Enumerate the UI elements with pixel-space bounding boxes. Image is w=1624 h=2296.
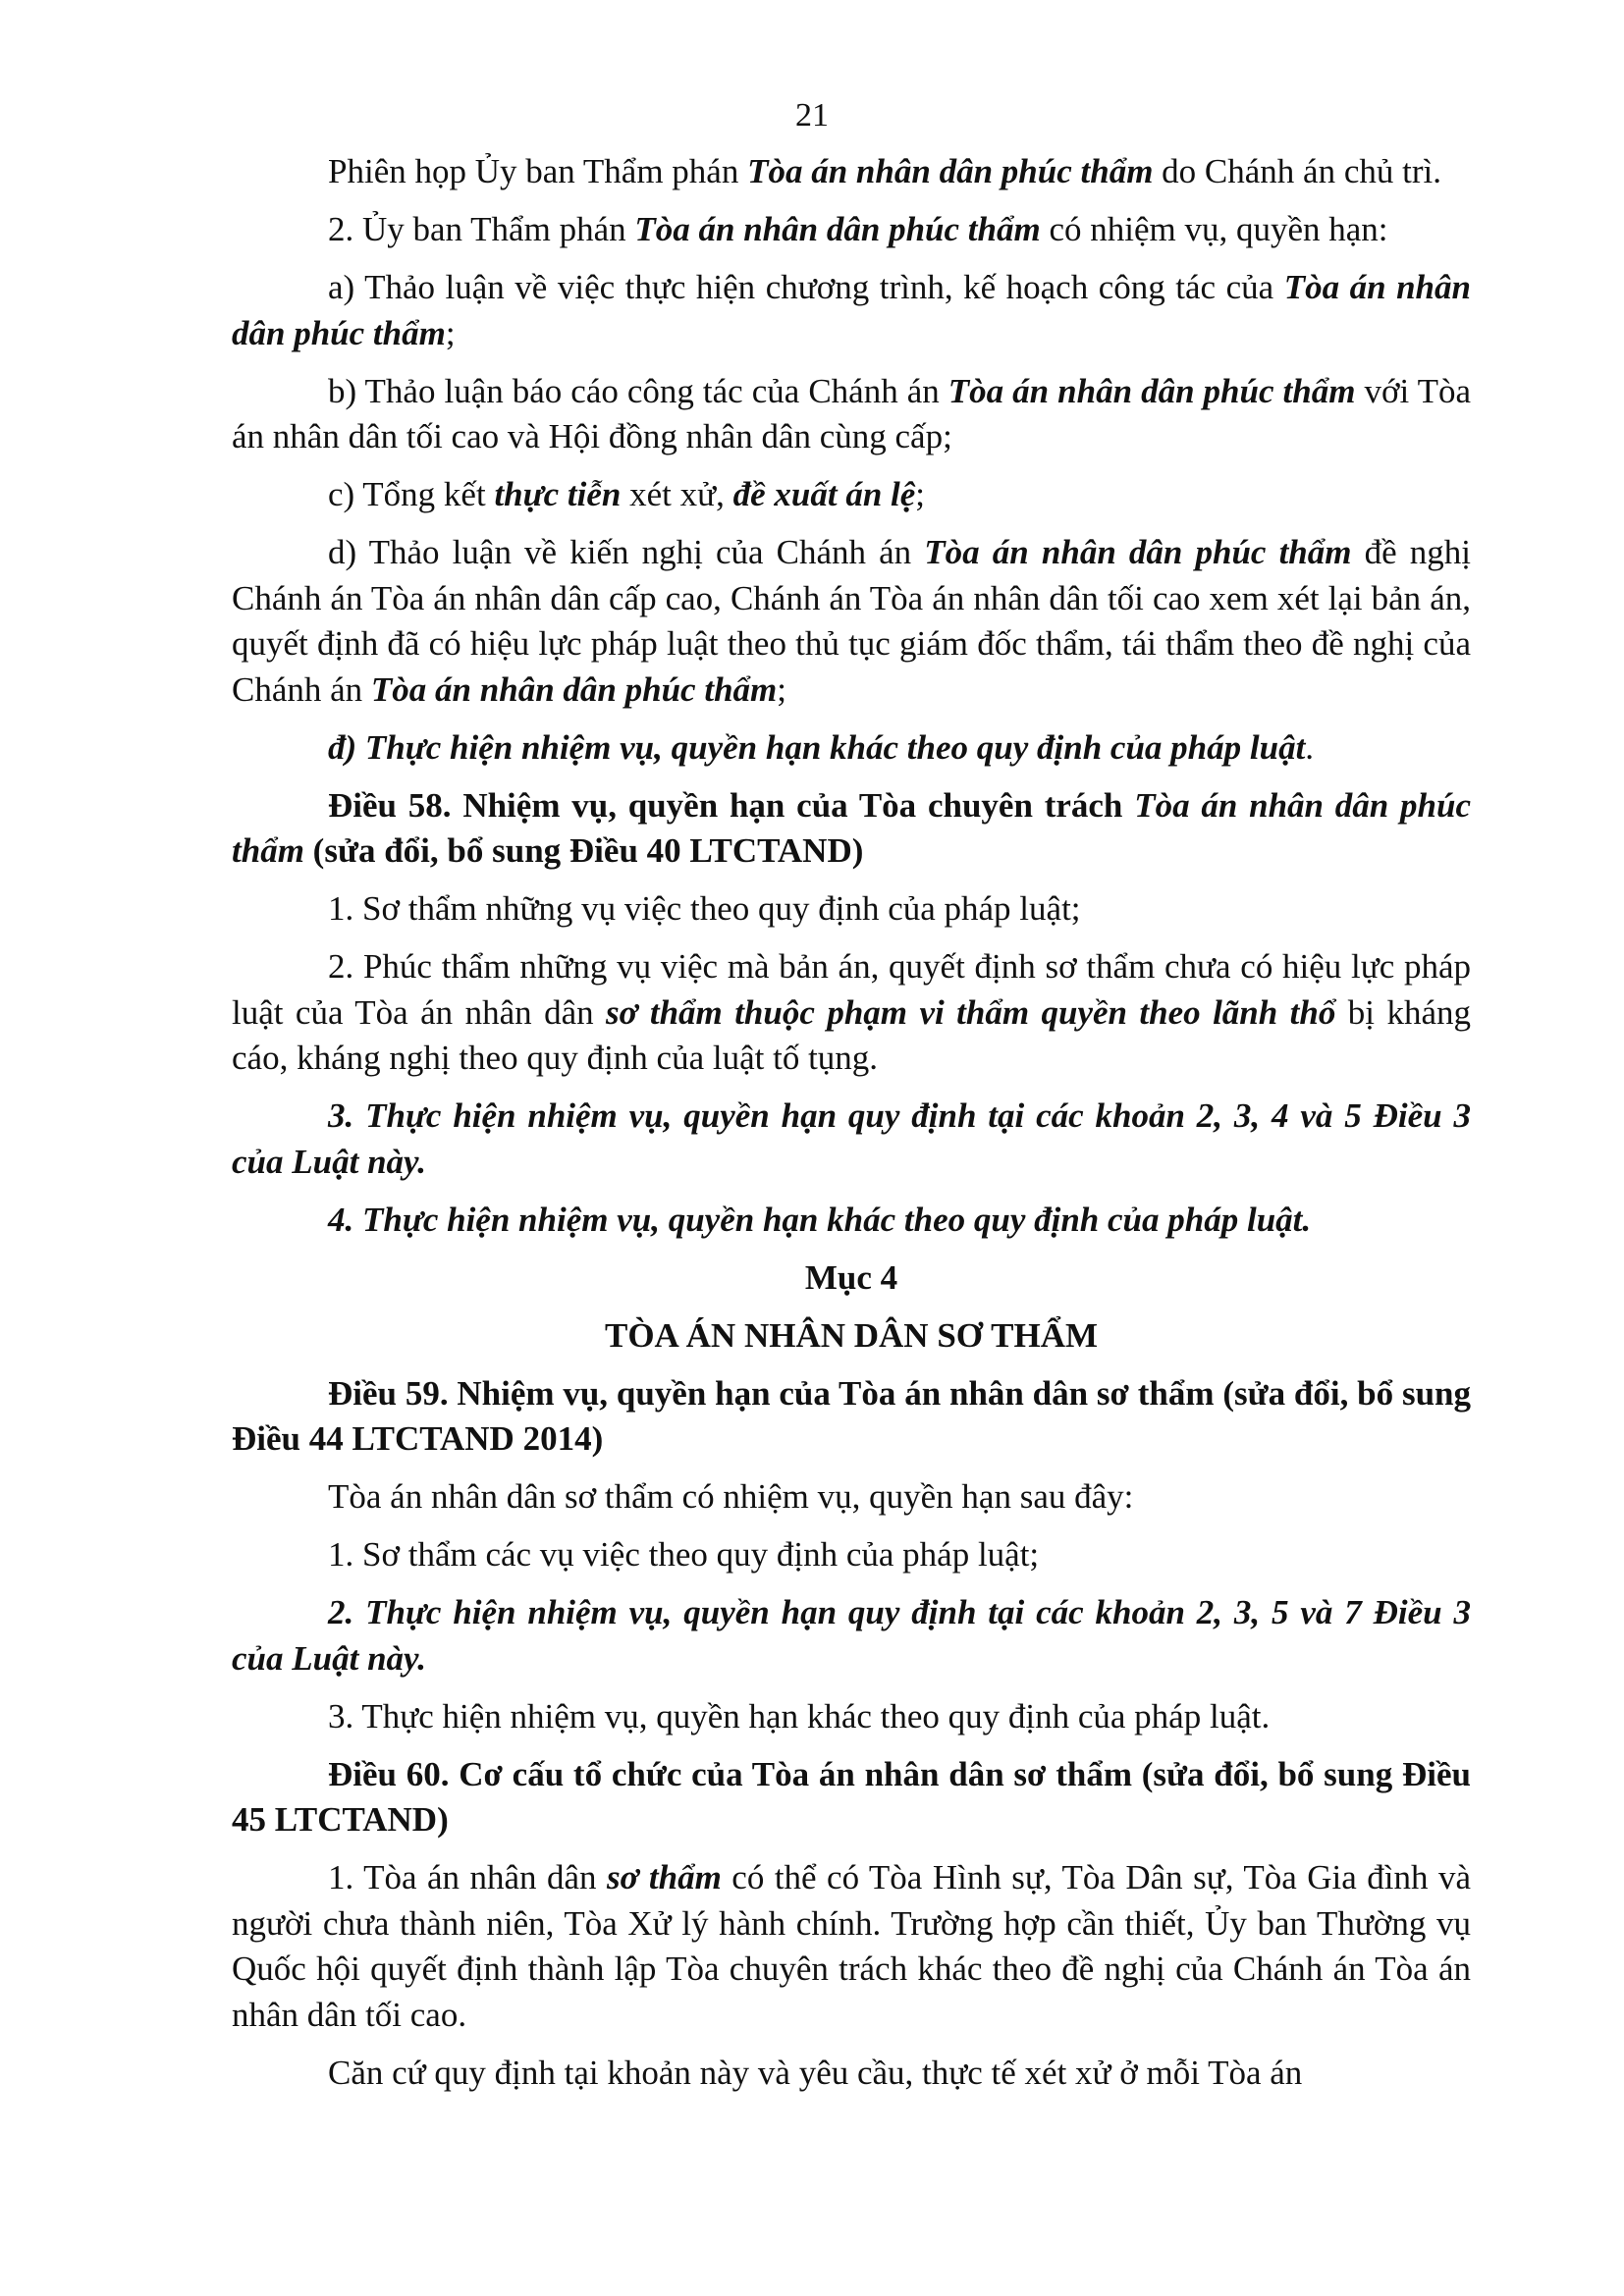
paragraph — [232, 1694, 1471, 1740]
text-run: đề nghị Chánh án Tòa án nhân dân cấp cao, Chánh án Tòa án nhân dân tối cao xem xét lại bản án, quyết định đã có hiệu lực pháp luật theo thủ tục giám đốc thẩm, tái thẩm theo đề nghị của Chánh án — [232, 533, 1472, 709]
text-run: sơ thẩm thuộc phạm vi thẩm quyền theo lãnh thổ — [606, 992, 1336, 1032]
text-run: 4. Thực hiện nhiệm vụ, quyền hạn khác theo quy định của pháp luật. — [328, 1200, 1312, 1239]
section-number — [232, 1255, 1471, 1302]
text-run: thực tiễn — [494, 475, 622, 513]
text-run: 3. Thực hiện nhiệm vụ, quyền hạn quy định tại các khoản 2, 3, 4 và 5 Điều 3 của Luật này. — [232, 1096, 1471, 1181]
paragraph — [232, 1855, 1471, 2038]
paragraph — [232, 149, 1471, 195]
text-run: 1. Tòa án nhân dân — [328, 1858, 608, 1896]
text-run: (sửa đổi, bổ sung Điều 40 LTCTAND) — [303, 831, 864, 870]
text-run: Tòa án nhân dân sơ thẩm có nhiệm vụ, quyền hạn sau đây: — [328, 1477, 1134, 1516]
text-run: bị kháng cáo, kháng nghị theo quy định của luật tố tụng. — [232, 992, 1471, 1077]
text-run: ; — [445, 313, 456, 352]
paragraph — [232, 2051, 1471, 2097]
paragraph — [232, 1094, 1471, 1185]
article-heading — [232, 1752, 1471, 1843]
paragraph — [232, 265, 1471, 356]
text-run: a) Thảo luận về việc thực hiện chương trình, kế hoạch công tác của — [328, 268, 1284, 306]
text-run: Điều 58. Nhiệm vụ, quyền hạn của Tòa chuyên trách — [328, 785, 1135, 825]
text-run: Tòa án nhân dân phúc thẩm — [370, 669, 778, 709]
paragraph — [232, 1474, 1471, 1521]
text-run: b) Thảo luận báo cáo công tác của Chánh án — [328, 371, 948, 410]
text-run: do Chánh án chủ trì. — [1153, 152, 1441, 190]
document-body — [232, 149, 1471, 2109]
text-run: Tòa án nhân dân phúc thẩm — [634, 210, 1041, 248]
paragraph — [232, 886, 1471, 933]
text-run: 3. Thực hiện nhiệm vụ, quyền hạn khác theo quy định của pháp luật. — [328, 1696, 1271, 1735]
text-run: với Tòa án nhân dân tối cao và Hội đồng nhân dân cùng cấp; — [232, 371, 1471, 455]
text-run: d) Thảo luận về kiến nghị của Chánh án — [328, 533, 925, 571]
text-run: . — [1305, 727, 1315, 767]
text-run: 2. Phúc thẩm những vụ việc mà bản án, quyết định sơ thẩm chưa có hiệu lực pháp luật của Tòa án nhân dân — [232, 947, 1471, 1032]
text-run: Tòa án nhân dân phúc thẩm — [747, 152, 1154, 190]
paragraph — [232, 944, 1471, 1082]
text-run: ; — [915, 475, 926, 513]
text-run: 1. Sơ thẩm những vụ việc theo quy định của pháp luật; — [328, 889, 1081, 928]
text-run: 2. Ủy ban Thẩm phán — [328, 210, 635, 248]
text-run: có thể có Tòa Hình sự, Tòa Dân sự, Tòa Gia đình và người chưa thành niên, Tòa Xử lý hành chính. Trường hợp cần thiết, Ủy ban Thường vụ Quốc hội quyết định thành lập Tòa chuyên trách khác theo đề nghị của Chánh án Tòa án nhân dân tối cao. — [232, 1858, 1471, 2034]
text-run: Tòa án nhân dân phúc thẩm — [232, 268, 1471, 352]
text-run: sơ thẩm — [607, 1858, 722, 1896]
paragraph — [232, 725, 1471, 772]
text-run: Điều 60. Cơ cấu tổ chức của Tòa án nhân dân sơ thẩm (sửa đổi, bổ sung Điều 45 LTCTAND) — [232, 1754, 1471, 1839]
text-run: ; — [777, 669, 786, 709]
paragraph — [232, 1532, 1471, 1578]
paragraph — [232, 1590, 1471, 1682]
text-run: Căn cứ quy định tại khoản này và yêu cầu, thực tế xét xử ở mỗi Tòa án — [328, 2053, 1303, 2092]
text-run: 1. Sơ thẩm các vụ việc theo quy định của pháp luật; — [328, 1535, 1040, 1574]
text-run: Tòa án nhân dân phúc thẩm — [232, 785, 1471, 870]
text-run: đ) Thực hiện nhiệm vụ, quyền hạn khác theo quy định của pháp luật — [328, 727, 1306, 767]
page-number: 21 — [795, 97, 829, 133]
article-heading — [232, 783, 1471, 875]
text-run: Tòa án nhân dân phúc thẩm — [947, 371, 1356, 410]
text-run: c) Tổng kết — [328, 475, 495, 513]
text-run: xét xử, — [621, 475, 733, 513]
text-run: có nhiệm vụ, quyền hạn: — [1040, 210, 1388, 248]
text-run: 2. Thực hiện nhiệm vụ, quyền hạn quy định tại các khoản 2, 3, 5 và 7 Điều 3 của Luật này. — [232, 1593, 1471, 1678]
paragraph — [232, 472, 1471, 518]
paragraph — [232, 1198, 1471, 1244]
paragraph — [232, 369, 1471, 460]
section-title — [232, 1313, 1471, 1360]
article-heading — [232, 1371, 1471, 1463]
text-run: Tòa án nhân dân phúc thẩm — [924, 533, 1352, 571]
text-run: Điều 59. Nhiệm vụ, quyền hạn của Tòa án nhân dân sơ thẩm (sửa đổi, bổ sung Điều 44 LTCTAND 2014) — [232, 1373, 1471, 1458]
text-run: TÒA ÁN NHÂN DÂN SƠ THẨM — [604, 1315, 1099, 1355]
paragraph — [232, 207, 1471, 253]
text-run: Mục 4 — [804, 1257, 898, 1297]
paragraph — [232, 530, 1471, 713]
text-run: Phiên họp Ủy ban Thẩm phán — [328, 152, 748, 190]
text-run: đề xuất án lệ — [732, 475, 916, 513]
